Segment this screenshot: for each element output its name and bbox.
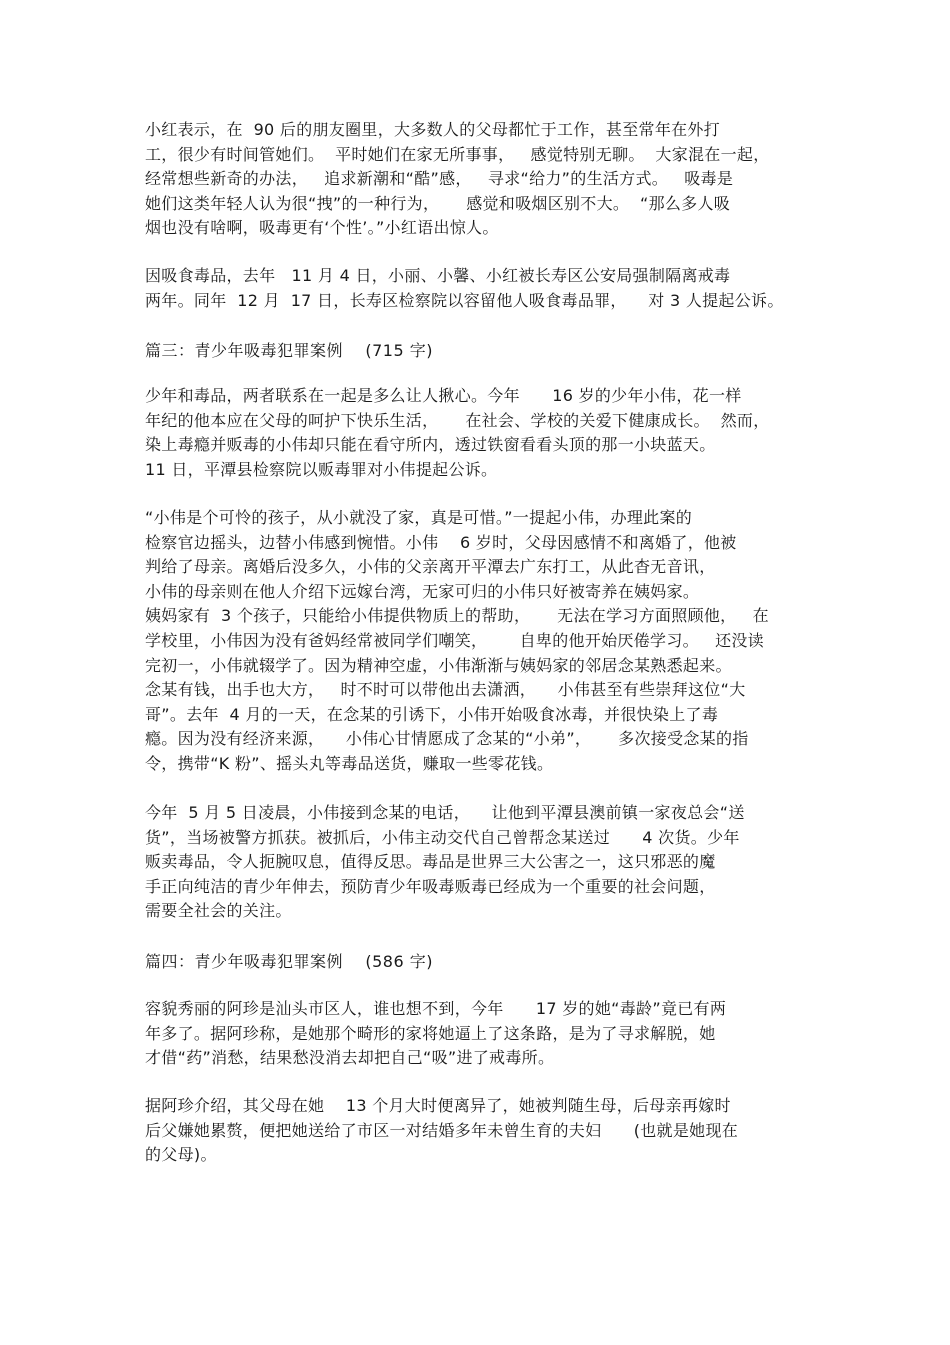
- text-line: 后父嫌她累赘，便把她送给了市区一对结婚多年未曾生育的夫妇 (也就是她现在: [145, 1120, 739, 1140]
- text-line: 两年。同年 12 月 17 日，长寿区检察院以容留他人吸食毒品罪， 对 3 人提起公诉。: [145, 290, 784, 310]
- text-line: 货”，当场被警方抓获。被抓后，小伟主动交代自己曾帮念某送过 4 次货。少年: [145, 827, 740, 847]
- text-line: 姨妈家有 3 个孩子，只能给小伟提供物质上的帮助， 无法在学习方面照顾他， 在: [145, 606, 769, 626]
- text-line: 瘾。因为没有经济来源， 小伟心甘情愿成了念某的“小弟”， 多次接受念某的指: [145, 729, 749, 749]
- section-heading: [145, 339, 810, 364]
- text-line: 烟也没有啥啊，吸毒更有‘个性’。”小红语出惊人。: [145, 218, 499, 238]
- text-line: 令，携带“K 粉”、摇头丸等毒品送货，赚取一些零花钱。: [145, 753, 554, 773]
- paragraph: [145, 118, 810, 241]
- text-line: 学校里，小伟因为没有爸妈经常被同学们嘲笑， 自卑的他开始厌倦学习。 还没读: [145, 630, 764, 650]
- text-line: 11 日，平潭县检察院以贩毒罪对小伟提起公诉。: [145, 459, 498, 479]
- paragraph: [145, 1094, 810, 1168]
- paragraph: [145, 384, 810, 482]
- text-line: 她们这类年轻人认为很“拽”的一种行为， 感觉和吸烟区别不大。 “那么多人吸: [145, 193, 731, 213]
- text-line: 小伟的母亲则在他人介绍下远嫁台湾，无家可归的小伟只好被寄养在姨妈家。: [145, 581, 700, 601]
- paragraph: [145, 264, 810, 313]
- text-line: 完初一，小伟就辍学了。因为精神空虚，小伟渐渐与姨妈家的邻居念某熟悉起来。: [145, 655, 732, 675]
- text-line: 少年和毒品，两者联系在一起是多么让人揪心。今年 16 岁的少年小伟，花一样: [145, 386, 742, 405]
- heading-text: 篇三：青少年吸毒犯罪案例 (715 字): [145, 341, 433, 360]
- text-line: 年多了。据阿珍称，是她那个畸形的家将她逼上了这条路，是为了寻求解脱，她: [145, 1023, 716, 1043]
- text-line: 检察官边摇头，边替小伟感到惋惜。小伟 6 岁时，父母因感情不和离婚了，他被: [145, 532, 737, 552]
- heading-text: 篇四：青少年吸毒犯罪案例 (586 字): [145, 952, 433, 971]
- text-line: 染上毒瘾并贩毒的小伟却只能在看守所内，透过铁窗看看头顶的那一小块蓝天。: [145, 435, 716, 455]
- paragraph: [145, 506, 810, 777]
- text-line: 手正向纯洁的青少年伸去，预防青少年吸毒贩毒已经成为一个重要的社会问题，: [145, 876, 716, 896]
- text-line: 经常想些新奇的办法， 追求新潮和“酷”感， 寻求“给力”的生活方式。 吸毒是: [145, 169, 734, 189]
- text-line: 工，很少有时间管她们。 平时她们在家无所事事， 感觉特别无聊。 大家混在一起，: [145, 144, 770, 164]
- text-line: 据阿珍介绍，其父母在她 13 个月大时便离异了，她被判随生母，后母亲再嫁时: [145, 1096, 731, 1115]
- text-line: 今年 5 月 5 日凌晨，小伟接到念某的电话， 让他到平潭县澳前镇一家夜总会“送: [145, 803, 745, 822]
- text-line: 念某有钱，出手也大方， 时不时可以带他出去潇洒， 小伟甚至有些崇拜这位“大: [145, 680, 746, 700]
- text-line: 哥”。去年 4 月的一天，在念某的引诱下，小伟开始吸食冰毒，并很快染上了毒: [145, 704, 719, 724]
- paragraph: [145, 801, 810, 924]
- text-line: 才借“药”消愁，结果愁没消去却把自己“吸”进了戒毒所。: [145, 1048, 555, 1068]
- text-line: 判给了母亲。离婚后没多久，小伟的父亲离开平潭去广东打工，从此杳无音讯，: [145, 557, 716, 577]
- text-line: 需要全社会的关注。: [145, 901, 292, 921]
- text-line: 贩卖毒品，令人扼腕叹息，值得反思。毒品是世界三大公害之一，这只邪恶的魔: [145, 852, 716, 872]
- text-line: “小伟是个可怜的孩子，从小就没了家，真是可惜。”一提起小伟，办理此案的: [145, 508, 693, 527]
- text-line: 年纪的他本应在父母的呵护下快乐生活， 在社会、学校的关爱下健康成长。 然而，: [145, 410, 770, 430]
- section-heading: [145, 950, 810, 975]
- text-line: 小红表示，在 90 后的朋友圈里，大多数人的父母都忙于工作，甚至常年在外打: [145, 120, 721, 139]
- text-line: 因吸食毒品，去年 11 月 4 日，小丽、小馨、小红被长寿区公安局强制隔离戒毒: [145, 266, 731, 285]
- paragraph: [145, 997, 810, 1071]
- text-line: 容貌秀丽的阿珍是汕头市区人，谁也想不到，今年 17 岁的她“毒龄”竟已有两: [145, 999, 727, 1018]
- text-line: 的父母)。: [145, 1145, 217, 1165]
